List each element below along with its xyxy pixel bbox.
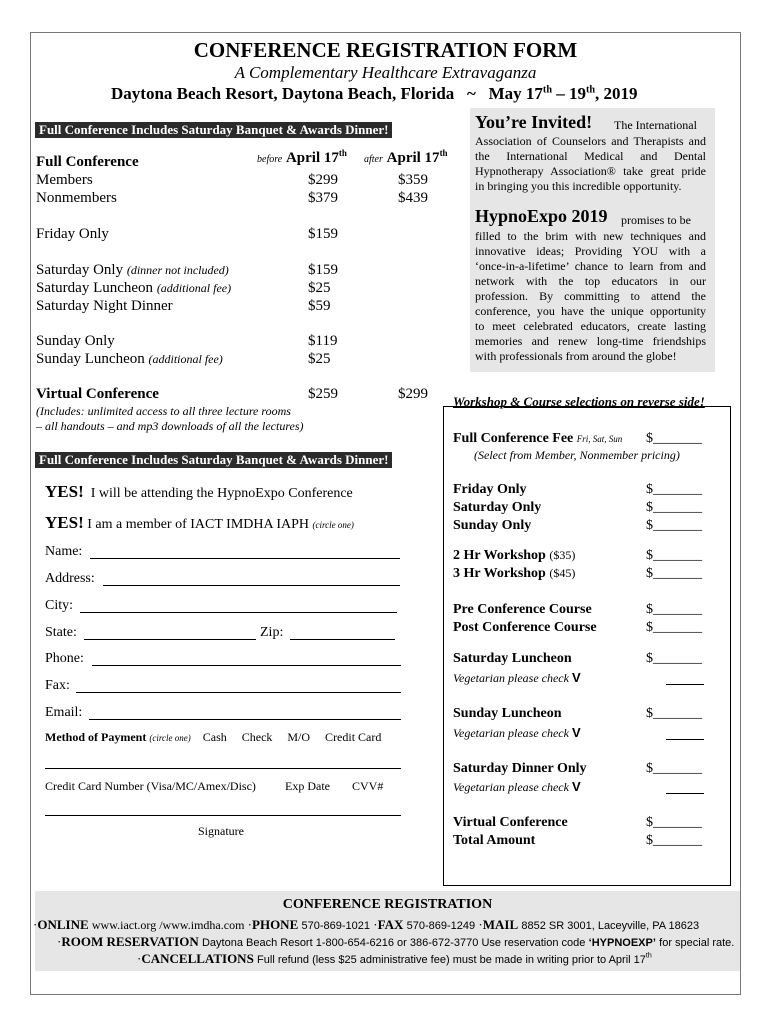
row-sun-luncheon-label: Sunday Luncheon (additional fee) — [36, 351, 223, 367]
ws3-label: 3 Hr Workshop ($45) — [453, 566, 576, 581]
virtual-conference-after: $299 — [398, 386, 428, 402]
state-label: State: — [45, 625, 77, 640]
city-label: City: — [45, 598, 74, 613]
email-label: Email: — [45, 705, 83, 720]
saturday-only-label: Saturday Only — [453, 500, 542, 515]
attending-line: YES! I will be attending the HypnoExpo Conference — [45, 482, 353, 501]
pre-course-amount[interactable]: $_______ — [646, 602, 702, 617]
order-box — [443, 406, 731, 886]
expo-line-5: conference, you have the unique opportunity — [475, 304, 706, 318]
row-members-label: Members — [36, 172, 93, 188]
sunday-only-amount[interactable]: $_______ — [646, 518, 702, 533]
sat-luncheon-veg: Vegetarian please check V — [453, 670, 581, 685]
zip-field[interactable] — [290, 639, 395, 640]
virtual-note-2: – all handouts – and mp3 downloads of all the lectures) — [36, 419, 304, 433]
row-sat-dinner-before: $59 — [308, 298, 331, 314]
sunday-only-label: Sunday Only — [453, 518, 532, 533]
ws2-amount[interactable]: $_______ — [646, 548, 702, 563]
member-line: YES! I am a member of IACT IMDHA IAPH (circle one) — [45, 513, 354, 532]
pre-course-label: Pre Conference Course — [453, 602, 592, 617]
sun-luncheon-veg: Vegetarian please check V — [453, 725, 581, 740]
row-sunday-before: $119 — [308, 333, 338, 349]
expo-line-3: network with the top educators in our — [475, 274, 706, 288]
total-amount-value[interactable]: $_______ — [646, 833, 702, 848]
virtual-order-label: Virtual Conference — [453, 815, 568, 830]
friday-only-amount[interactable]: $_______ — [646, 482, 702, 497]
fax-field[interactable] — [76, 692, 401, 693]
post-course-amount[interactable]: $_______ — [646, 620, 702, 635]
sat-dinner-amount[interactable]: $_______ — [646, 761, 702, 776]
signature-field[interactable] — [45, 815, 401, 816]
fax-label: Fax: — [45, 678, 70, 693]
row-nonmembers-after: $439 — [398, 190, 428, 206]
sat-luncheon-veg-blank[interactable] — [666, 684, 704, 685]
hypnoexpo-title: HypnoExpo 2019 — [475, 206, 608, 226]
online-urls[interactable]: www.iact.org /www.imdha.com — [91, 918, 245, 932]
sun-luncheon-veg-blank[interactable] — [666, 739, 704, 740]
expo-line-1: innovative ideas; Providing YOU with a — [475, 244, 706, 258]
sat-luncheon-amount[interactable]: $_______ — [646, 651, 702, 666]
invite-line-0: The International — [614, 118, 697, 132]
name-field[interactable] — [90, 558, 400, 559]
ws3-amount[interactable]: $_______ — [646, 566, 702, 581]
banner-includes-banquet-top: Full Conference Includes Saturday Banquet & Awards Dinner! — [35, 122, 392, 138]
credit-card-field[interactable] — [45, 768, 401, 769]
reverse-side-note: Workshop & Course selections on reverse side! — [453, 394, 705, 409]
sat-dinner-veg-blank[interactable] — [666, 793, 704, 794]
row-friday-label: Friday Only — [36, 226, 109, 242]
row-sat-dinner-label: Saturday Night Dinner — [36, 298, 173, 314]
virtual-conference-before: $259 — [308, 386, 338, 402]
invite-line-1: Association of Counselors and Therapists and — [475, 134, 706, 148]
expo-line-7: memories and renew long-time friendships — [475, 334, 706, 348]
invite-line-4: in bringing you this incredible opportunity. — [475, 179, 682, 193]
event-location-dates: Daytona Beach Resort, Daytona Beach, Florida ~ May 17th – 19th, 2019 — [111, 84, 638, 103]
address-field[interactable] — [103, 585, 400, 586]
total-amount-label: Total Amount — [453, 833, 536, 848]
full-fee-label: Full Conference Fee Fri, Sat, Sun — [453, 431, 623, 446]
expo-line-4: profession. By committing to attend the — [475, 289, 706, 303]
expo-line-6: to meet celebrated educators, create lasting — [475, 319, 706, 333]
state-field[interactable] — [84, 639, 256, 640]
invite-title: You’re Invited! — [475, 112, 593, 132]
friday-only-label: Friday Only — [453, 482, 527, 497]
row-saturday-before: $159 — [308, 262, 338, 278]
ws2-label: 2 Hr Workshop ($35) — [453, 548, 576, 563]
full-fee-amount[interactable]: $_______ — [646, 431, 702, 446]
full-conference-heading: Full Conference — [36, 154, 139, 170]
after-april-header: after April 17th — [364, 148, 448, 166]
row-nonmembers-label: Nonmembers — [36, 190, 117, 206]
virtual-conference-label: Virtual Conference — [36, 386, 159, 402]
hypnoexpo-tail: promises to be — [621, 213, 691, 227]
zip-label: Zip: — [260, 625, 284, 640]
tilde: ~ — [467, 84, 476, 103]
phone-field[interactable] — [92, 665, 401, 666]
footer-cancel-line: ·CANCELLATIONS Full refund (less $25 administrative fee) must be made in writing prior to April 17th — [137, 951, 652, 966]
name-label: Name: — [45, 544, 83, 559]
footer-contact-line: ·ONLINE www.iact.org /www.imdha.com ·PHONE 570-869-1021 ·FAX 570-869-1249 ·MAIL 8852 SR 3001, Laceyville, PA 18623 — [33, 917, 700, 932]
expo-line-2: ‘once-in-a-lifetime’ chance to learn from and — [475, 259, 706, 273]
invite-line-3: Hypnotherapy Association® take great pride — [475, 164, 706, 178]
form-title: CONFERENCE REGISTRATION FORM — [193, 38, 578, 62]
footer-room-line: ·ROOM RESERVATION Daytona Beach Resort 1-800-654-6216 or 386-672-3770 Use reservation code ‘HYPNOEXP’ for special rate. — [57, 934, 735, 949]
row-members-before: $299 — [308, 172, 338, 188]
expo-line-0: filled to the brim with new techniques and — [475, 229, 706, 243]
virtual-note-1: (Includes: unlimited access to all three lecture rooms — [36, 404, 291, 418]
row-saturday-label: Saturday Only (dinner not included) — [36, 262, 229, 278]
row-sat-luncheon-label: Saturday Luncheon (additional fee) — [36, 280, 232, 296]
row-nonmembers-before: $379 — [308, 190, 338, 206]
cvv-label: CVV# — [352, 779, 384, 793]
date-start: May 17 — [488, 84, 543, 103]
payment-options[interactable]: Cash Check M/O Credit Card — [202, 730, 382, 744]
expo-line-8: with professionals from around the globe! — [475, 349, 677, 363]
full-fee-note: (Select from Member, Nonmember pricing) — [474, 448, 680, 462]
sun-luncheon-amount[interactable]: $_______ — [646, 706, 702, 721]
location: Daytona Beach Resort, Daytona Beach, Florida — [111, 84, 455, 103]
saturday-only-amount[interactable]: $_______ — [646, 500, 702, 515]
sat-dinner-veg: Vegetarian please check V — [453, 779, 581, 794]
row-sunday-label: Sunday Only — [36, 333, 115, 349]
exp-date-label: Exp Date — [285, 779, 330, 793]
sat-dinner-label: Saturday Dinner Only — [453, 761, 587, 776]
row-sun-luncheon-before: $25 — [308, 351, 331, 367]
address-label: Address: — [45, 571, 95, 586]
before-april-header: before April 17th — [257, 148, 347, 166]
row-sat-luncheon-before: $25 — [308, 280, 331, 296]
form-subtitle: A Complementary Healthcare Extravaganza — [234, 63, 537, 82]
row-friday-before: $159 — [308, 226, 338, 242]
row-members-after: $359 — [398, 172, 428, 188]
virtual-order-amount[interactable]: $_______ — [646, 815, 702, 830]
invite-line-2: the International Medical and Dental — [475, 149, 706, 163]
sat-luncheon-label: Saturday Luncheon — [453, 651, 572, 666]
banner-includes-banquet-bottom: Full Conference Includes Saturday Banquet & Awards Dinner! — [35, 452, 392, 468]
signature-label: Signature — [198, 824, 244, 838]
sun-luncheon-label: Sunday Luncheon — [453, 706, 562, 721]
email-field[interactable] — [89, 719, 401, 720]
cc-number-label: Credit Card Number (Visa/MC/Amex/Disc) — [45, 779, 256, 793]
phone-label: Phone: — [45, 651, 84, 666]
city-field[interactable] — [80, 612, 397, 613]
footer-title: CONFERENCE REGISTRATION — [282, 897, 493, 912]
post-course-label: Post Conference Course — [453, 620, 597, 635]
payment-method: Method of Payment (circle one) Cash Check M/O Credit Card — [45, 730, 382, 744]
